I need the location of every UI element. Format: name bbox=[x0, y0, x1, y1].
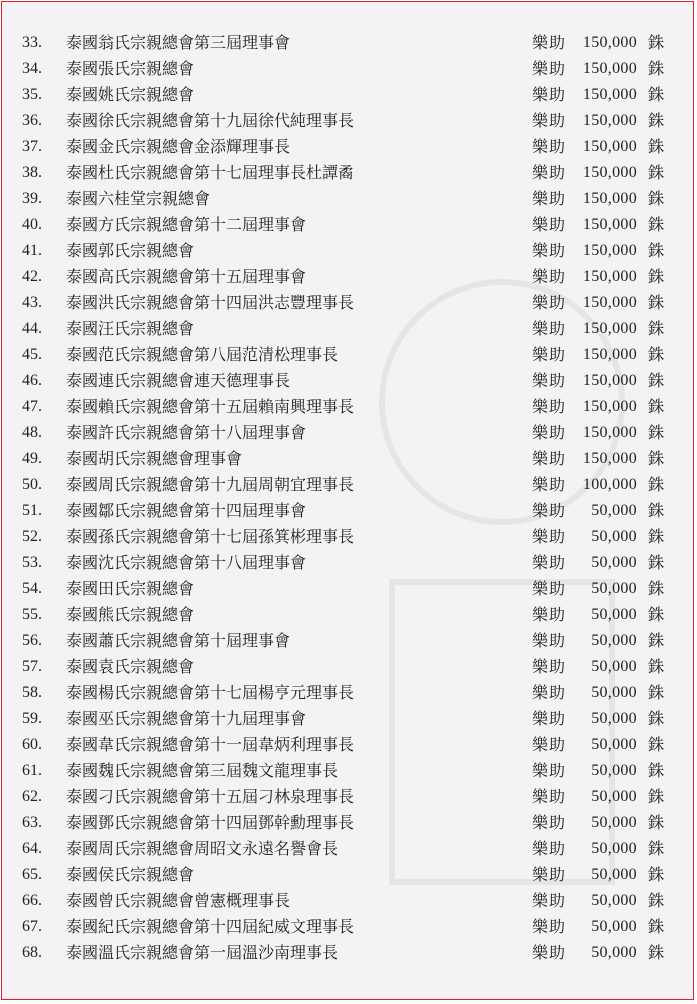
list-item bbox=[2, 212, 693, 238]
currency-unit: 銖 bbox=[648, 33, 665, 52]
donor-name: 泰國侯氏宗親總會 bbox=[66, 865, 195, 884]
donation-amount: 50,000 bbox=[591, 866, 637, 883]
donation-amount: 150,000 bbox=[582, 216, 637, 233]
entry-number: 54. bbox=[22, 580, 42, 597]
list-item bbox=[2, 680, 693, 706]
entry-number: 59. bbox=[22, 710, 42, 727]
donation-type: 樂助 bbox=[532, 267, 567, 286]
currency-unit: 銖 bbox=[648, 111, 665, 130]
entry-number: 65. bbox=[22, 866, 42, 883]
list-item bbox=[2, 888, 693, 914]
list-item bbox=[2, 368, 693, 394]
currency-unit: 銖 bbox=[648, 527, 665, 546]
currency-unit: 銖 bbox=[648, 709, 665, 728]
entry-number: 64. bbox=[22, 840, 42, 857]
donor-name: 泰國金氏宗親總會金添輝理事長 bbox=[66, 137, 291, 156]
donation-type: 樂助 bbox=[532, 163, 567, 182]
donor-name: 泰國韋氏宗親總會第十一屆韋炳利理事長 bbox=[66, 735, 355, 754]
entry-number: 60. bbox=[22, 736, 42, 753]
currency-unit: 銖 bbox=[648, 137, 665, 156]
donation-amount: 50,000 bbox=[591, 814, 637, 831]
donor-name: 泰國姚氏宗親總會 bbox=[66, 85, 195, 104]
donor-name: 泰國楊氏宗親總會第十七屆楊亨元理事長 bbox=[66, 683, 355, 702]
entry-number: 39. bbox=[22, 190, 42, 207]
donation-list bbox=[2, 30, 693, 966]
currency-unit: 銖 bbox=[648, 553, 665, 572]
donor-name: 泰國汪氏宗親總會 bbox=[66, 319, 195, 338]
donation-type: 樂助 bbox=[532, 215, 567, 234]
donation-type: 樂助 bbox=[532, 553, 567, 572]
donor-name: 泰國許氏宗親總會第十八屆理事會 bbox=[66, 423, 307, 442]
donation-type: 樂助 bbox=[532, 33, 567, 52]
donation-type: 樂助 bbox=[532, 839, 567, 858]
currency-unit: 銖 bbox=[648, 735, 665, 754]
donation-type: 樂助 bbox=[532, 397, 567, 416]
donation-type: 樂助 bbox=[532, 813, 567, 832]
list-item bbox=[2, 576, 693, 602]
currency-unit: 銖 bbox=[648, 839, 665, 858]
list-item bbox=[2, 56, 693, 82]
entry-number: 36. bbox=[22, 112, 42, 129]
list-item bbox=[2, 784, 693, 810]
donor-name: 泰國紀氏宗親總會第十四屆紀威文理事長 bbox=[66, 917, 355, 936]
list-item bbox=[2, 498, 693, 524]
donation-amount: 50,000 bbox=[591, 502, 637, 519]
list-item bbox=[2, 940, 693, 966]
list-item bbox=[2, 186, 693, 212]
donor-name: 泰國范氏宗親總會第八屆范清松理事長 bbox=[66, 345, 339, 364]
entry-number: 33. bbox=[22, 34, 42, 51]
list-item bbox=[2, 524, 693, 550]
currency-unit: 銖 bbox=[648, 605, 665, 624]
list-item bbox=[2, 238, 693, 264]
currency-unit: 銖 bbox=[648, 345, 665, 364]
list-item bbox=[2, 758, 693, 784]
donor-name: 泰國連氏宗親總會連天德理事長 bbox=[66, 371, 291, 390]
donation-amount: 150,000 bbox=[582, 346, 637, 363]
donation-amount: 50,000 bbox=[591, 606, 637, 623]
donation-type: 樂助 bbox=[532, 891, 567, 910]
donation-amount: 150,000 bbox=[582, 112, 637, 129]
donor-name: 泰國周氏宗親總會周昭文永遠名譽會長 bbox=[66, 839, 339, 858]
currency-unit: 銖 bbox=[648, 163, 665, 182]
currency-unit: 銖 bbox=[648, 579, 665, 598]
donor-name: 泰國杜氏宗親總會第十七屆理事長杜譚矞 bbox=[66, 163, 355, 182]
donation-amount: 50,000 bbox=[591, 528, 637, 545]
donor-name: 泰國田氏宗親總會 bbox=[66, 579, 195, 598]
donation-type: 樂助 bbox=[532, 761, 567, 780]
donation-amount: 150,000 bbox=[582, 34, 637, 51]
donation-amount: 150,000 bbox=[582, 242, 637, 259]
currency-unit: 銖 bbox=[648, 85, 665, 104]
donor-name: 泰國方氏宗親總會第十二屆理事會 bbox=[66, 215, 307, 234]
entry-number: 57. bbox=[22, 658, 42, 675]
donor-name: 泰國曾氏宗親總會曾憲概理事長 bbox=[66, 891, 291, 910]
currency-unit: 銖 bbox=[648, 631, 665, 650]
currency-unit: 銖 bbox=[648, 813, 665, 832]
currency-unit: 銖 bbox=[648, 397, 665, 416]
entry-number: 44. bbox=[22, 320, 42, 337]
donor-name: 泰國張氏宗親總會 bbox=[66, 59, 195, 78]
donation-amount: 50,000 bbox=[591, 944, 637, 961]
donation-type: 樂助 bbox=[532, 631, 567, 650]
currency-unit: 銖 bbox=[648, 293, 665, 312]
donation-amount: 50,000 bbox=[591, 892, 637, 909]
list-item bbox=[2, 654, 693, 680]
donation-amount: 50,000 bbox=[591, 580, 637, 597]
donation-type: 樂助 bbox=[532, 241, 567, 260]
donation-type: 樂助 bbox=[532, 501, 567, 520]
list-item bbox=[2, 316, 693, 342]
donation-amount: 50,000 bbox=[591, 762, 637, 779]
donation-type: 樂助 bbox=[532, 917, 567, 936]
donation-amount: 50,000 bbox=[591, 710, 637, 727]
list-item bbox=[2, 732, 693, 758]
donation-amount: 50,000 bbox=[591, 918, 637, 935]
donor-name: 泰國賴氏宗親總會第十五屆賴南興理事長 bbox=[66, 397, 355, 416]
currency-unit: 銖 bbox=[648, 215, 665, 234]
entry-number: 37. bbox=[22, 138, 42, 155]
donation-type: 樂助 bbox=[532, 137, 567, 156]
donation-type: 樂助 bbox=[532, 735, 567, 754]
donation-amount: 50,000 bbox=[591, 736, 637, 753]
donor-name: 泰國郭氏宗親總會 bbox=[66, 241, 195, 260]
donation-amount: 50,000 bbox=[591, 788, 637, 805]
donation-type: 樂助 bbox=[532, 371, 567, 390]
donation-amount: 150,000 bbox=[582, 398, 637, 415]
list-item bbox=[2, 472, 693, 498]
list-item bbox=[2, 134, 693, 160]
list-item bbox=[2, 264, 693, 290]
donation-type: 樂助 bbox=[532, 293, 567, 312]
donor-name: 泰國刁氏宗親總會第十五屆刁林泉理事長 bbox=[66, 787, 355, 806]
donor-name: 泰國翁氏宗親總會第三屆理事會 bbox=[66, 33, 291, 52]
currency-unit: 銖 bbox=[648, 943, 665, 962]
entry-number: 42. bbox=[22, 268, 42, 285]
entry-number: 52. bbox=[22, 528, 42, 545]
donor-name: 泰國洪氏宗親總會第十四屆洪志豐理事長 bbox=[66, 293, 355, 312]
donation-amount: 150,000 bbox=[582, 86, 637, 103]
entry-number: 41. bbox=[22, 242, 42, 259]
currency-unit: 銖 bbox=[648, 761, 665, 780]
list-item bbox=[2, 394, 693, 420]
donation-amount: 50,000 bbox=[591, 684, 637, 701]
donor-name: 泰國六桂堂宗親總會 bbox=[66, 189, 211, 208]
list-item bbox=[2, 628, 693, 654]
donation-amount: 150,000 bbox=[582, 60, 637, 77]
donation-type: 樂助 bbox=[532, 85, 567, 104]
donor-name: 泰國徐氏宗親總會第十九屆徐代純理事長 bbox=[66, 111, 355, 130]
list-item bbox=[2, 810, 693, 836]
entry-number: 56. bbox=[22, 632, 42, 649]
donation-amount: 150,000 bbox=[582, 268, 637, 285]
donor-name: 泰國袁氏宗親總會 bbox=[66, 657, 195, 676]
entry-number: 43. bbox=[22, 294, 42, 311]
currency-unit: 銖 bbox=[648, 891, 665, 910]
donor-name: 泰國溫氏宗親總會第一屆溫沙南理事長 bbox=[66, 943, 339, 962]
donation-amount: 150,000 bbox=[582, 372, 637, 389]
donation-amount: 150,000 bbox=[582, 190, 637, 207]
donor-name: 泰國鄧氏宗親總會第十四屆鄧幹勳理事長 bbox=[66, 813, 355, 832]
list-item bbox=[2, 420, 693, 446]
donation-type: 樂助 bbox=[532, 787, 567, 806]
donation-type: 樂助 bbox=[532, 59, 567, 78]
donation-amount: 50,000 bbox=[591, 554, 637, 571]
list-item bbox=[2, 550, 693, 576]
donation-type: 樂助 bbox=[532, 865, 567, 884]
donation-type: 樂助 bbox=[532, 449, 567, 468]
entry-number: 61. bbox=[22, 762, 42, 779]
donation-amount: 150,000 bbox=[582, 450, 637, 467]
donation-amount: 150,000 bbox=[582, 424, 637, 441]
entry-number: 38. bbox=[22, 164, 42, 181]
list-item bbox=[2, 342, 693, 368]
donation-type: 樂助 bbox=[532, 943, 567, 962]
entry-number: 53. bbox=[22, 554, 42, 571]
donor-name: 泰國巫氏宗親總會第十九屆理事會 bbox=[66, 709, 307, 728]
list-item bbox=[2, 30, 693, 56]
donation-type: 樂助 bbox=[532, 111, 567, 130]
entry-number: 58. bbox=[22, 684, 42, 701]
list-item bbox=[2, 290, 693, 316]
currency-unit: 銖 bbox=[648, 241, 665, 260]
donor-name: 泰國蕭氏宗親總會第十屆理事會 bbox=[66, 631, 291, 650]
list-item bbox=[2, 914, 693, 940]
entry-number: 67. bbox=[22, 918, 42, 935]
currency-unit: 銖 bbox=[648, 501, 665, 520]
list-item bbox=[2, 160, 693, 186]
donation-type: 樂助 bbox=[532, 345, 567, 364]
list-item bbox=[2, 82, 693, 108]
list-item bbox=[2, 602, 693, 628]
currency-unit: 銖 bbox=[648, 319, 665, 338]
donation-amount: 50,000 bbox=[591, 658, 637, 675]
list-item bbox=[2, 446, 693, 472]
currency-unit: 銖 bbox=[648, 657, 665, 676]
donation-type: 樂助 bbox=[532, 319, 567, 338]
donation-type: 樂助 bbox=[532, 683, 567, 702]
entry-number: 55. bbox=[22, 606, 42, 623]
donor-name: 泰國魏氏宗親總會第三屆魏文龍理事長 bbox=[66, 761, 339, 780]
donor-name: 泰國鄒氏宗親總會第十四屆理事會 bbox=[66, 501, 307, 520]
donor-name: 泰國沈氏宗親總會第十八屆理事會 bbox=[66, 553, 307, 572]
donor-name: 泰國周氏宗親總會第十九屆周朝宜理事長 bbox=[66, 475, 355, 494]
donation-type: 樂助 bbox=[532, 657, 567, 676]
currency-unit: 銖 bbox=[648, 917, 665, 936]
list-item bbox=[2, 706, 693, 732]
donation-amount: 150,000 bbox=[582, 164, 637, 181]
currency-unit: 銖 bbox=[648, 449, 665, 468]
entry-number: 46. bbox=[22, 372, 42, 389]
donation-amount: 50,000 bbox=[591, 840, 637, 857]
currency-unit: 銖 bbox=[648, 189, 665, 208]
donation-type: 樂助 bbox=[532, 709, 567, 728]
entry-number: 51. bbox=[22, 502, 42, 519]
donation-amount: 50,000 bbox=[591, 632, 637, 649]
currency-unit: 銖 bbox=[648, 423, 665, 442]
donation-amount: 150,000 bbox=[582, 294, 637, 311]
entry-number: 62. bbox=[22, 788, 42, 805]
donation-amount: 150,000 bbox=[582, 138, 637, 155]
entry-number: 50. bbox=[22, 476, 42, 493]
entry-number: 68. bbox=[22, 944, 42, 961]
entry-number: 66. bbox=[22, 892, 42, 909]
donor-name: 泰國胡氏宗親總會理事會 bbox=[66, 449, 243, 468]
entry-number: 49. bbox=[22, 450, 42, 467]
currency-unit: 銖 bbox=[648, 371, 665, 390]
entry-number: 47. bbox=[22, 398, 42, 415]
currency-unit: 銖 bbox=[648, 787, 665, 806]
list-item bbox=[2, 836, 693, 862]
currency-unit: 銖 bbox=[648, 59, 665, 78]
entry-number: 40. bbox=[22, 216, 42, 233]
list-item bbox=[2, 108, 693, 134]
entry-number: 35. bbox=[22, 86, 42, 103]
donor-name: 泰國熊氏宗親總會 bbox=[66, 605, 195, 624]
entry-number: 63. bbox=[22, 814, 42, 831]
entry-number: 34. bbox=[22, 60, 42, 77]
currency-unit: 銖 bbox=[648, 267, 665, 286]
donation-type: 樂助 bbox=[532, 189, 567, 208]
donation-amount: 150,000 bbox=[582, 320, 637, 337]
donation-type: 樂助 bbox=[532, 475, 567, 494]
donation-type: 樂助 bbox=[532, 605, 567, 624]
list-item bbox=[2, 862, 693, 888]
donor-name: 泰國高氏宗親總會第十五屆理事會 bbox=[66, 267, 307, 286]
donation-amount: 100,000 bbox=[582, 476, 637, 493]
entry-number: 48. bbox=[22, 424, 42, 441]
currency-unit: 銖 bbox=[648, 475, 665, 494]
entry-number: 45. bbox=[22, 346, 42, 363]
donor-name: 泰國孫氏宗親總會第十七屆孫箕彬理事長 bbox=[66, 527, 355, 546]
document-page bbox=[1, 1, 694, 1000]
donation-type: 樂助 bbox=[532, 527, 567, 546]
currency-unit: 銖 bbox=[648, 865, 665, 884]
donation-type: 樂助 bbox=[532, 579, 567, 598]
donation-type: 樂助 bbox=[532, 423, 567, 442]
currency-unit: 銖 bbox=[648, 683, 665, 702]
